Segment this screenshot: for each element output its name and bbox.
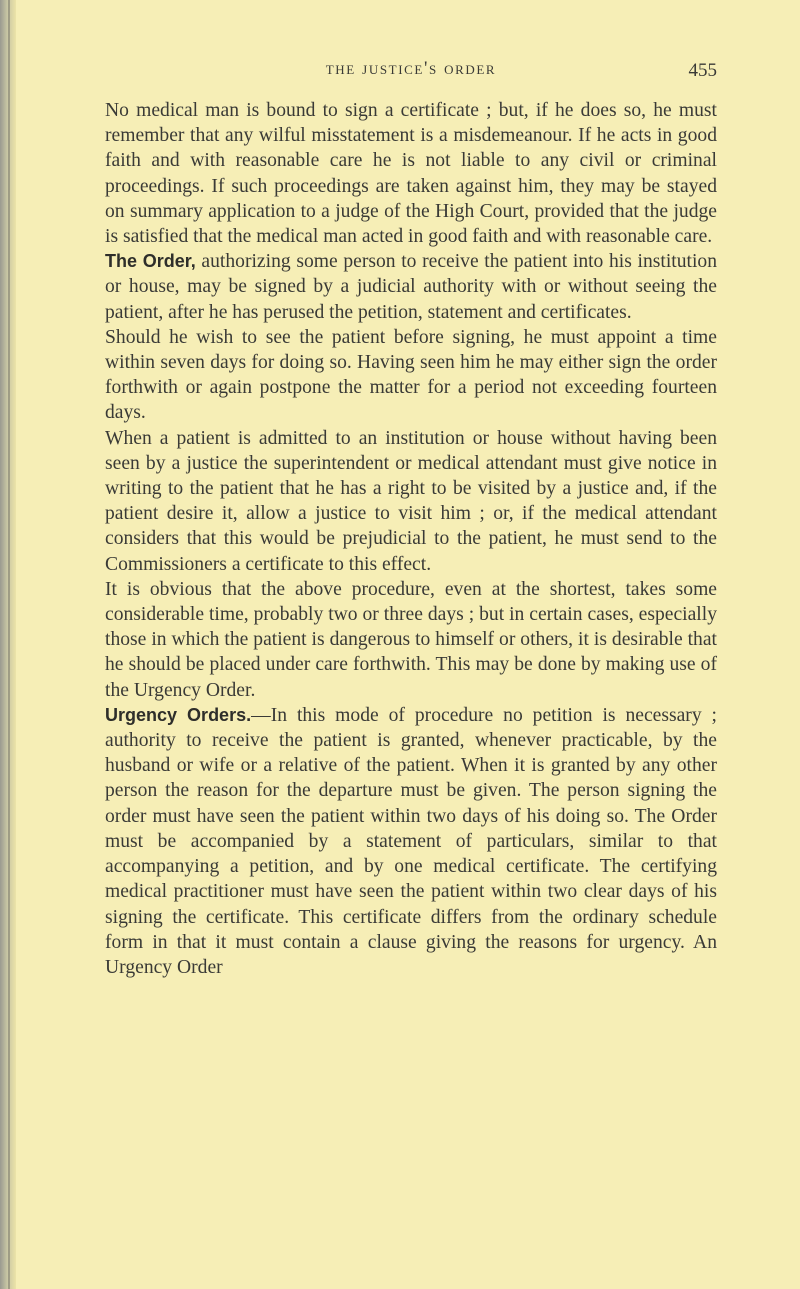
book-gutter-line	[8, 0, 10, 1289]
paragraph-text: No medical man is bound to sign a certificate ; but, if he does so, he must remember that any wilful misstatement is a misdemeanour. If he acts in good faith and with reasonable care he is not liable to any civil or criminal proceedings. If such proceedings are taken against him, they may be stayed on summary application to a judge of the High Court, provided that the judge is satisfied that the medical man acted in good faith and with reasonable care.	[105, 100, 717, 248]
runin-heading-the-order: The Order,	[105, 251, 196, 272]
running-head	[105, 58, 717, 98]
paragraph-text: When a patient is admitted to an institution or house without having been seen by a justice the superintendent or medical attendant must give notice in writing to the patient that he has a right to be visited by a justice and, if the patient desire it, allow a justice to visit him ; or, if the medical attendant considers that this would be prejudicial to the patient, he must send to the Commissioners a certificate to this effect.	[105, 427, 717, 575]
body-text	[105, 98, 717, 980]
paragraph-text: Should he wish to see the patient before signing, he must appoint a time within seven days for doing so. Having seen him he may either sign the order forthwith or again postpone the matter for a period not exceeding fourteen days.	[105, 326, 717, 424]
paragraph-seeing-patient	[105, 325, 717, 426]
paragraph-procedure-time	[105, 577, 717, 703]
paragraph-text: authorizing some person to receive the patient into his institution or house, may be signed by a judicial authority with or without seeing the patient, after he has perused the petition, statement and certificates.	[105, 251, 717, 323]
paragraph-notice-of-visit	[105, 426, 717, 577]
paragraph-urgency-orders	[105, 703, 717, 980]
book-page	[105, 58, 717, 980]
paragraph-text: It is obvious that the above procedure, even at the shortest, takes some considerable time, probably two or three days ; but in certain cases, especially those in which the patient is dangerous to himself or others, it is desirable that he should be placed under care forthwith. This may be done by making use of the Urgency Order.	[105, 578, 717, 701]
paragraph-text: —In this mode of procedure no petition is necessary ; authority to receive the patient is granted, whenever practicable, by the husband or wife or a relative of the patient. When it is granted by any other person the reason for the departure must be given. The person signing the order must have seen the patient within two days of his doing so. The Order must be accompanied by a statement of particulars, similar to that accompanying a petition, and by one medical certificate. The certifying medical practitioner must have seen the patient within two clear days of his signing the certificate. This certificate differs from the ordinary schedule form in that it must contain a clause giving the reasons for urgency. An Urgency Order	[105, 704, 717, 978]
runin-heading-urgency-orders: Urgency Orders.	[105, 704, 252, 725]
page-number: 455	[688, 60, 717, 81]
paragraph-certificate-liability	[105, 98, 717, 249]
running-head-title: the justice's order	[325, 58, 497, 79]
paragraph-the-order	[105, 249, 717, 325]
